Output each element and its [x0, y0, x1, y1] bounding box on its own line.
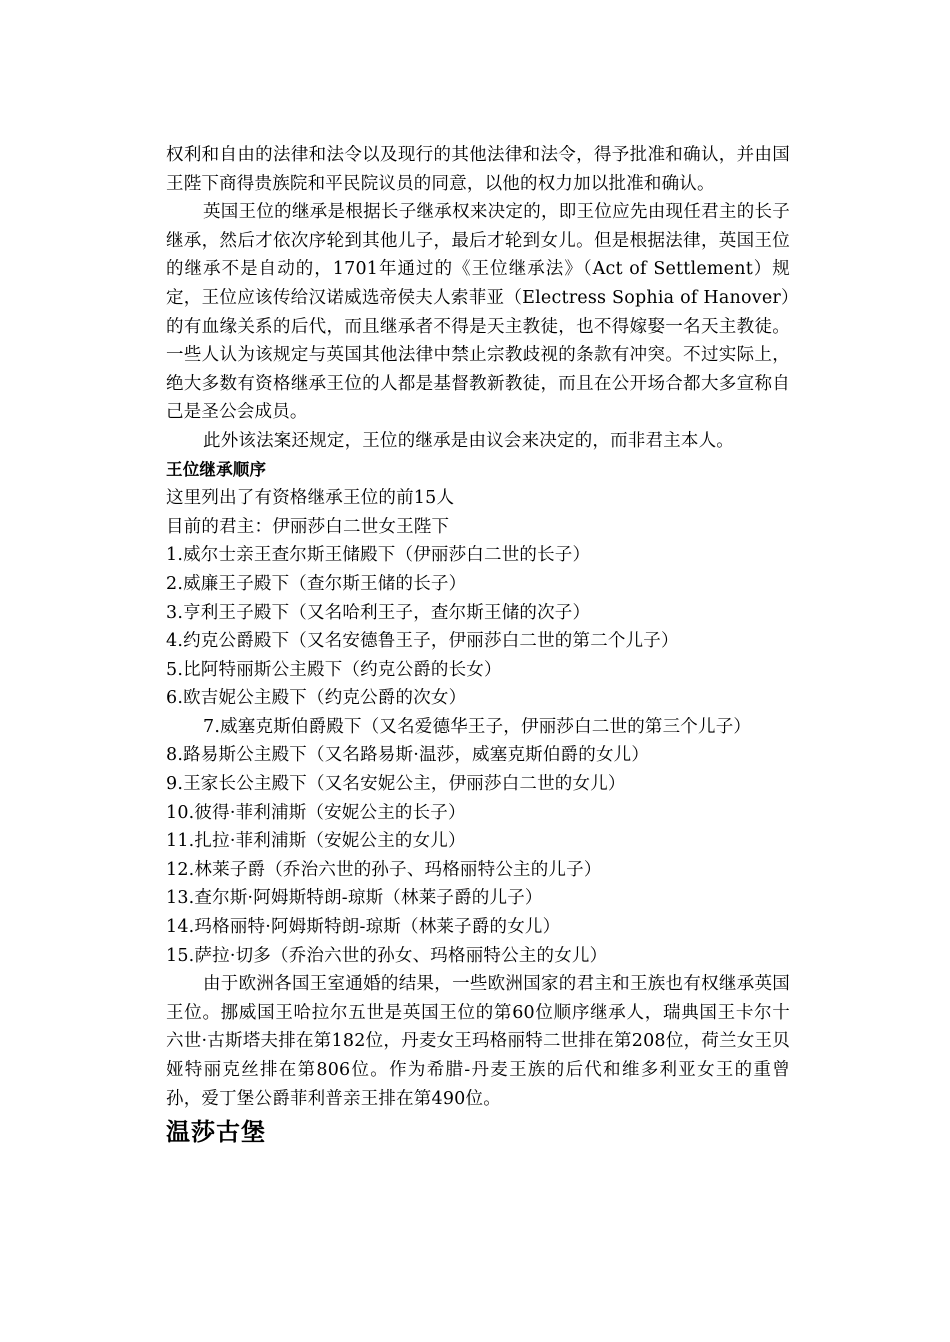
- list-item: 10.彼得·菲利浦斯（安妮公主的长子）: [166, 802, 466, 823]
- succession-list: [166, 541, 790, 970]
- list-item: 4.约克公爵殿下（又名安德鲁王子，伊丽莎白二世的第二个儿子）: [166, 631, 679, 652]
- list-item: 13.查尔斯·阿姆斯特朗-琼斯（林莱子爵的儿子）: [166, 888, 543, 909]
- list-item: 8.路易斯公主殿下（又名路易斯·温莎，威塞克斯伯爵的女儿）: [166, 745, 650, 766]
- list-item: 3.亨利王子殿下（又名哈利王子，查尔斯王储的次子）: [166, 602, 591, 623]
- list-item: 14.玛格丽特·阿姆斯特朗-琼斯（林莱子爵的女儿）: [166, 917, 561, 938]
- paragraph-parliament-decides: 此外该法案还规定，王位的继承是由议会来决定的，而非君主本人。: [203, 430, 734, 451]
- current-monarch: 目前的君主：伊丽莎白二世女王陛下: [166, 516, 450, 537]
- list-item: 15.萨拉·切多（乔治六世的孙女、玛格丽特公主的女儿）: [166, 945, 608, 966]
- succession-intro: 这里列出了有资格继承王位的前15人: [166, 488, 455, 509]
- list-item: 1.威尔士亲王查尔斯王储殿下（伊丽莎白二世的长子）: [166, 545, 591, 566]
- list-item: 12.林莱子爵（乔治六世的孙子、玛格丽特公主的儿子）: [166, 859, 602, 880]
- list-item: 7.威塞克斯伯爵殿下（又名爱德华王子，伊丽莎白二世的第三个儿子）: [203, 716, 752, 737]
- list-item: 6.欧吉妮公主殿下（约克公爵的次女）: [166, 688, 467, 709]
- list-item: 5.比阿特丽斯公主殿下（约克公爵的长女）: [166, 659, 502, 680]
- paragraph-european-royals: 由于欧洲各国王室通婚的结果，一些欧洲国家的君主和王族也有权继承英国王位。挪威国王哈拉尔五世是英国王位的第60位顺序继承人，瑞典国王卡尔十六世·古斯塔夫排在第182位，丹麦女王玛格丽特二世排在第208位，荷兰女王贝娅特丽克丝排在第806位。作为希腊-丹麦王族的后代和维多利亚女王的重曾孙，爱丁堡公爵菲利普亲王排在第490位。: [166, 974, 790, 1109]
- list-item: 9.王家长公主殿下（又名安妮公主，伊丽莎白二世的女儿）: [166, 774, 626, 795]
- succession-order-heading: 王位继承顺序: [166, 459, 267, 479]
- paragraph-ratification: 权利和自由的法律和法令以及现行的其他法律和法令，得予批准和确认，并由国王陛下商得贵族院和平民院议员的同意，以他的权力加以批准和确认。: [166, 145, 790, 194]
- document-body: [166, 141, 790, 1169]
- section-heading-windsor-castle: 温莎古堡: [166, 1118, 266, 1147]
- list-item: 2.威廉王子殿下（查尔斯王储的长子）: [166, 573, 467, 594]
- paragraph-succession-law: 英国王位的继承是根据长子继承权来决定的，即王位应先由现任君主的长子继承，然后才依次序轮到其他儿子，最后才轮到女儿。但是根据法律，英国王位的继承不是自动的，1701年通过的《王位继承法》（Act of Settlement）规定，王位应该传给汉诺威选帝侯夫人索菲亚（Electress Sophia of Hanover）的有血缘关系的后代，而且继承者不得是天主教徒，也不得嫁娶一名天主教徒。一些人认为该规定与英国其他法律中禁止宗教歧视的条款有冲突。不过实际上，绝大多数有资格继承王位的人都是基督教新教徒，而且在公开场合都大多宣称自己是圣公会成员。: [166, 202, 790, 423]
- list-item: 11.扎拉·菲利浦斯（安妮公主的女儿）: [166, 831, 466, 852]
